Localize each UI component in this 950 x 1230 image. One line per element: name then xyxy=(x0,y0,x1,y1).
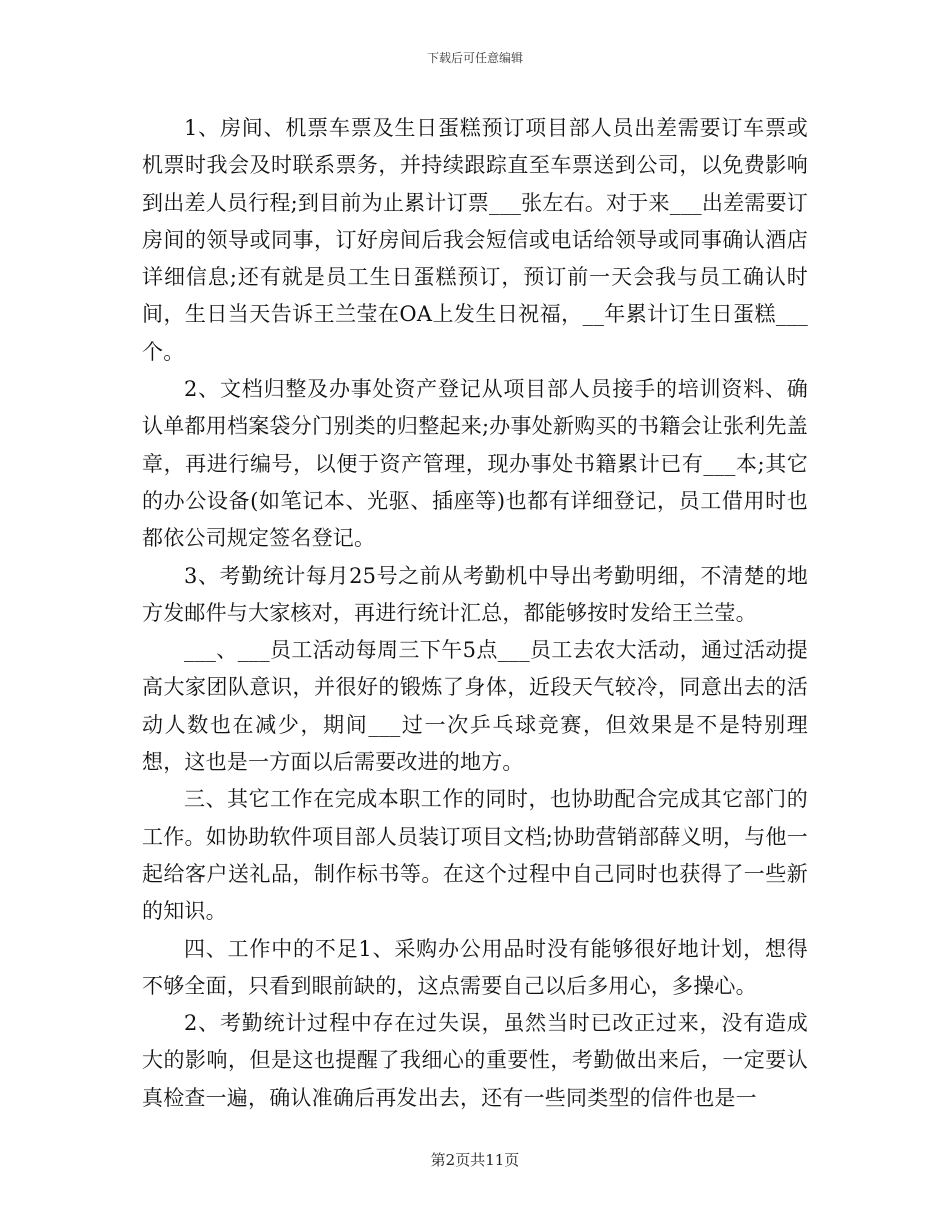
page-header-note: 下载后可任意编辑 xyxy=(426,51,523,65)
paragraph-archive: 2、文档归整及办事处资产登记从项目部人员接手的培训资料、确认单都用档案袋分门别类的归整起来;办事处新购买的书籍会让张利先盖章，再进行编号，以便于资产管理，现办事处书籍累计已有___本;其它的办公设备(如笔记本、光驱、插座等)也都有详细登记，员工借用时也都依公司规定签名登记。 xyxy=(142,377,808,551)
page-number: 第2页共11页 xyxy=(430,1151,520,1169)
paragraph-attendance-errors: 2、考勤统计过程中存在过失误，虽然当时已改正过来，没有造成大的影响，但是这也提醒了我细心的重要性，考勤做出来后，一定要认真检查一遍，确认准确后再发出去，还有一些同类型的信件也是一 xyxy=(142,1011,808,1110)
paragraph-activities: ___、___员工活动每周三下午5点___员工去农大活动，通过活动提高大家团队意识，并很好的锻炼了身体，近段天气较冷，同意出去的活动人数也在减少，期间___过一次乒乓球竞赛，但效果是不是特别理想，这也是一方面以后需要改进的地方。 xyxy=(142,638,808,775)
paragraph-attendance: 3、考勤统计每月25号之前从考勤机中导出考勤明细，不清楚的地方发邮件与大家核对，再进行统计汇总，都能够按时发给王兰莹。 xyxy=(142,563,808,625)
paragraph-shortcomings: 四、工作中的不足1、采购办公用品时没有能够很好地计划，想得不够全面，只看到眼前缺的，这点需要自己以后多用心，多操心。 xyxy=(142,936,808,998)
paragraph-other-work: 三、其它工作在完成本职工作的同时，也协助配合完成其它部门的工作。如协助软件项目部人员装订项目文档;协助营销部薛义明，与他一起给客户送礼品，制作标书等。在这个过程中自己同时也获得了一些新的知识。 xyxy=(142,787,808,924)
document-body xyxy=(142,110,808,1117)
paragraph-booking: 1、房间、机票车票及生日蛋糕预订项目部人员出差需要订车票或机票时我会及时联系票务，并持续跟踪直至车票送到公司，以免费影响到出差人员行程;到目前为止累计订票___张左右。对于来___出差需要订房间的领导或同事，订好房间后我会短信或电话给领导或同事确认酒店详细信息;还有就是员工生日蛋糕预订，预订前一天会我与员工确认时间，生日当天告诉王兰莹在OA上发生日祝福，__年累计订生日蛋糕___个。 xyxy=(142,116,808,364)
